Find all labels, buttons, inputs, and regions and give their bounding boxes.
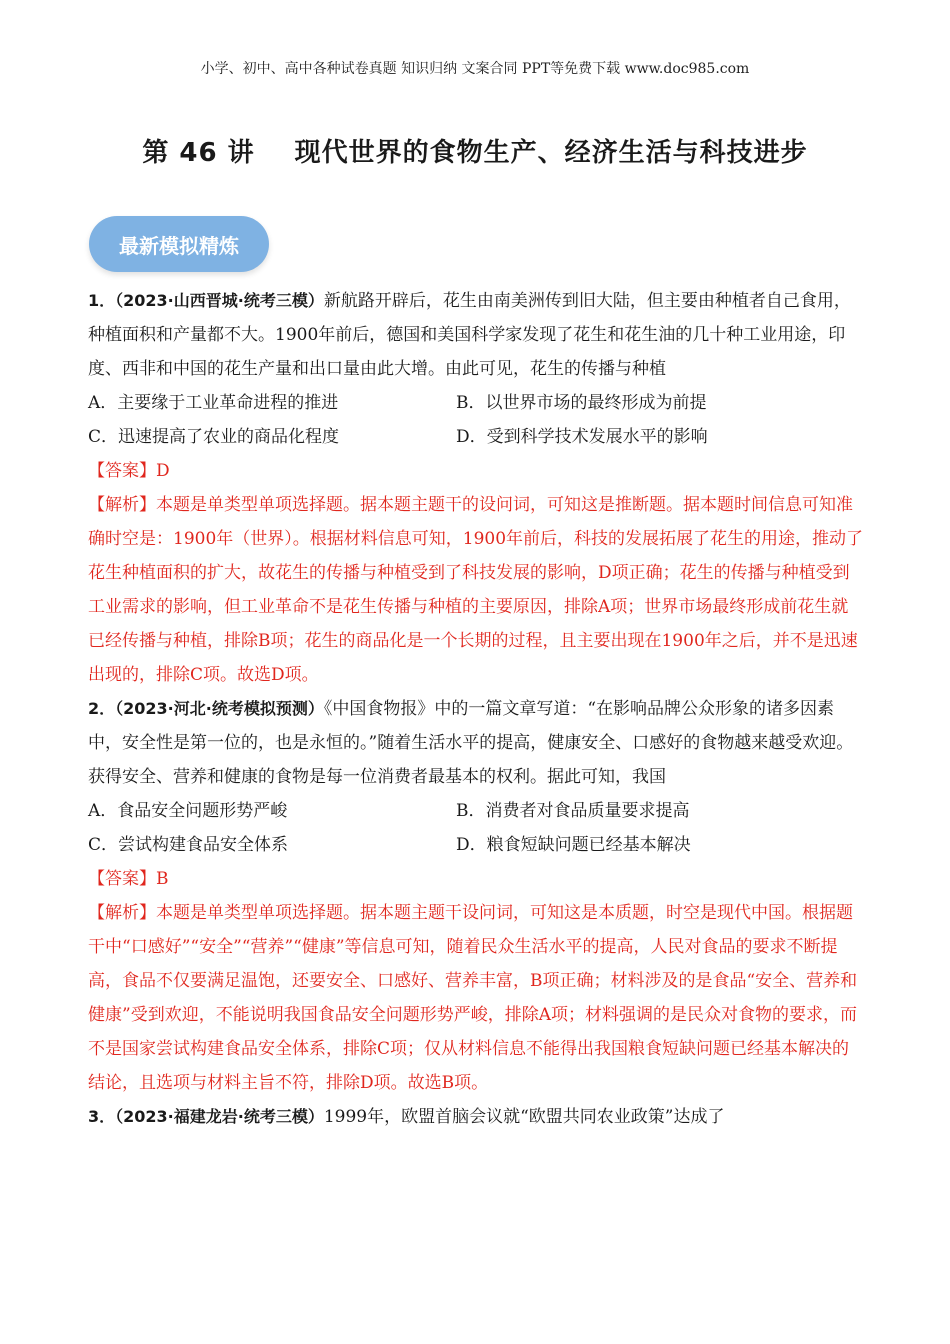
- section-badge: 最新模拟精炼: [89, 216, 269, 272]
- question-3: [88, 1100, 864, 1134]
- option-a: A．食品安全问题形势严峻: [88, 801, 288, 821]
- options-grid: [88, 794, 864, 862]
- option-d: D．粮食短缺问题已经基本解决: [456, 835, 691, 855]
- option-d: D．受到科学技术发展水平的影响: [456, 427, 708, 447]
- question-text: 1999年，欧盟首脑会议就“欧盟共同农业政策”达成了: [323, 1107, 725, 1127]
- lecture-number: 第 46 讲: [142, 138, 255, 168]
- lecture-topic: 现代世界的食物生产、经济生活与科技进步: [294, 138, 808, 168]
- options-grid: [88, 386, 864, 454]
- question-2: [88, 692, 864, 1100]
- page-title: [0, 132, 950, 169]
- question-stem: [88, 284, 864, 386]
- question-stem: [88, 1100, 864, 1134]
- question-source: 2．（2023·河北·统考模拟预测）: [88, 699, 324, 718]
- option-c: C．迅速提高了农业的商品化程度: [88, 427, 340, 447]
- question-text: 《中国食物报》中的一篇文章写道：“在影响品牌公众形象的诸多因素中，安全性是第一位的，也是永恒的。”随着生活水平的提高，健康安全、口感好的食物越来越受欢迎。获得安全、营养和健康的食物是每一位消费者最基本的权利。据此可知，我国: [88, 699, 854, 787]
- answer: 【答案】D: [88, 461, 170, 481]
- question-source: 1．（2023·山西晋城·统考三模）: [88, 291, 324, 310]
- question-1: [88, 284, 864, 692]
- explanation: 【解析】本题是单类型单项选择题。据本题主题干设问词，可知这是本质题，时空是现代中国。根据题干中“口感好”“安全”“营养”“健康”等信息可知，随着民众生活水平的提高，人民对食品的要求不断提高，食品不仅要满足温饱，还要安全、口感好、营养丰富，B项正确；材料涉及的是食品“安全、营养和健康”受到欢迎，不能说明我国食品安全问题形势严峻，排除A项；材料强调的是民众对食物的要求，而不是国家尝试构建食品安全体系，排除C项；仅从材料信息不能得出我国粮食短缺问题已经基本解决的结论，且选项与材料主旨不符，排除D项。故选B项。: [88, 903, 858, 1093]
- option-b: B．以世界市场的最终形成为前提: [456, 393, 707, 413]
- option-b: B．消费者对食品质量要求提高: [456, 801, 690, 821]
- question-stem: [88, 692, 864, 794]
- option-c: C．尝试构建食品安全体系: [88, 835, 289, 855]
- question-text: 新航路开辟后，花生由南美洲传到旧大陆，但主要由种植者自己食用，种植面积和产量都不大。1900年前后，德国和美国科学家发现了花生和花生油的几十种工业用途，印度、西非和中国的花生产量和出口量由此大增。由此可见，花生的传播与种植: [88, 291, 851, 379]
- site-header-text: 小学、初中、高中各种试卷真题 知识归纳 文案合同 PPT等免费下载 www.doc985.com: [200, 61, 750, 77]
- question-list: [88, 284, 864, 1134]
- option-a: A．主要缘于工业革命进程的推进: [88, 393, 339, 413]
- answer: 【答案】B: [88, 869, 169, 889]
- question-source: 3．（2023·福建龙岩·统考三模）: [88, 1107, 324, 1126]
- explanation: 【解析】本题是单类型单项选择题。据本题主题干的设问词，可知这是推断题。据本题时间信息可知准确时空是：1900年（世界）。根据材料信息可知，1900年前后，科技的发展拓展了花生的用途，推动了花生种植面积的扩大，故花生的传播与种植受到了科技发展的影响，D项正确；花生的传播与种植受到工业需求的影响，但工业革命不是花生传播与种植的主要原因，排除A项；世界市场最终形成前花生就已经传播与种植，排除B项；花生的商品化是一个长期的过程，且主要出现在1900年之后，并不是迅速出现的，排除C项。故选D项。: [88, 495, 864, 685]
